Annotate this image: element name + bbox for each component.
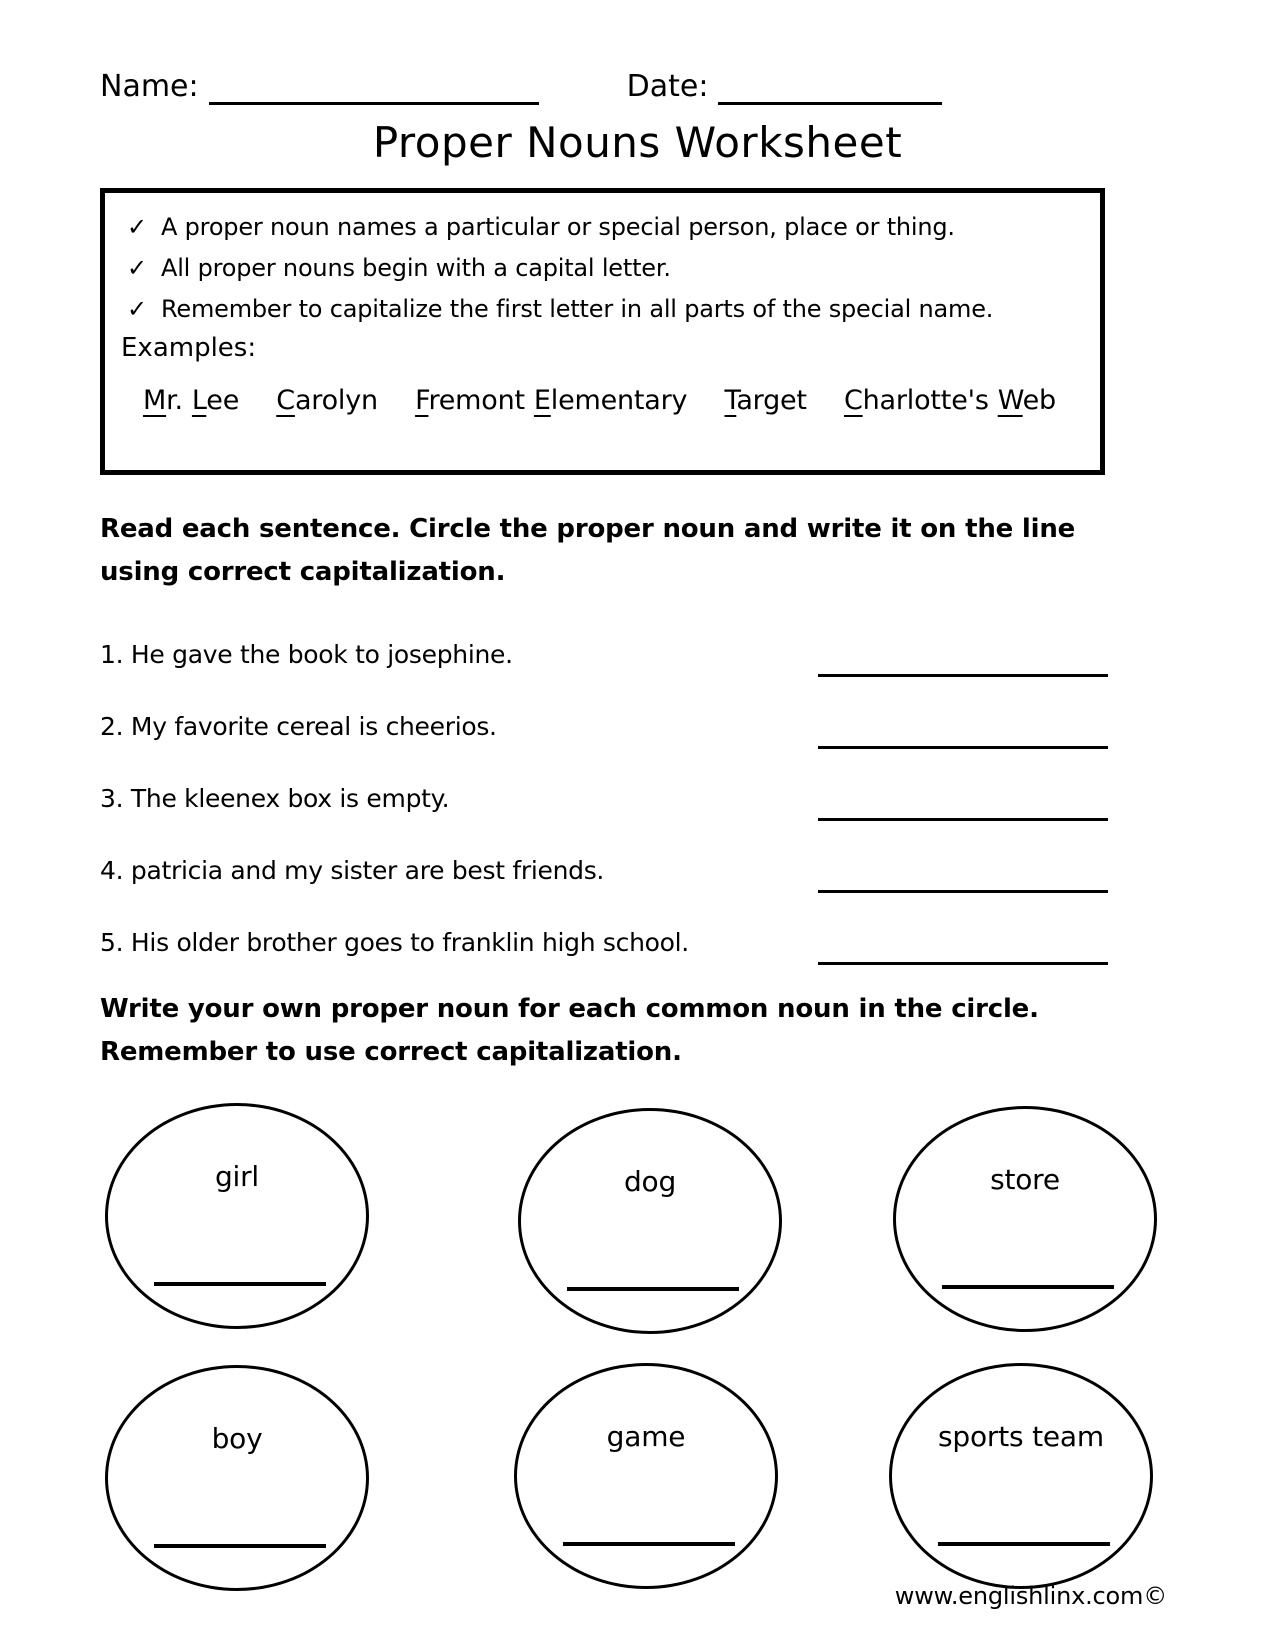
circle-write-line[interactable] [567,1287,739,1291]
rule-text: A proper noun names a particular or special person, place or thing. [161,213,955,241]
sentence-text: The kleenex box is empty. [130,784,450,813]
rule-item [119,289,1082,330]
name-date-row [100,66,1160,105]
circle-write-line[interactable] [942,1285,1114,1289]
sentence-list [100,640,1108,1000]
circle-word: boy [211,1422,263,1455]
example-word: Fremont [415,385,525,417]
sentence-row [100,640,1108,712]
rules-box [100,188,1105,475]
answer-line[interactable] [818,746,1108,749]
example-item [276,385,378,416]
sentence-row [100,784,1108,856]
sentence-number: 4. [100,856,124,885]
answer-line[interactable] [818,674,1108,677]
examples-label: Examples: [121,333,257,364]
rule-text: All proper nouns begin with a capital letter. [161,253,671,282]
circle-write-line[interactable] [938,1542,1110,1546]
sentence-row [100,856,1108,928]
example-word: Lee [191,385,240,417]
example-item [415,385,687,416]
example-word: Web [997,385,1056,417]
noun-circle [105,1103,369,1329]
circle-write-line[interactable] [154,1544,326,1548]
circle-word: game [606,1420,686,1453]
example-item [844,385,1056,416]
name-label: Name: [100,69,199,104]
section1-instructions: Read each sentence. Circle the proper noun and write it on the line using correct capitalization. [100,514,1076,587]
rule-item [119,207,1082,248]
sentence-row [100,712,1108,784]
answer-line[interactable] [818,962,1108,965]
sentence-number: 5. [100,928,124,957]
example-word: Target [724,385,807,417]
footer-website: www.englishlinx.com© [894,1582,1167,1610]
checkmark-icon: ✓ [127,294,147,323]
checkmark-icon: ✓ [127,253,147,282]
noun-circle [889,1363,1153,1589]
sentence-number: 2. [100,712,124,741]
checkmark-icon: ✓ [127,213,147,241]
example-word: Mr. [143,385,183,417]
name-input-line[interactable] [209,66,539,105]
circle-write-line[interactable] [154,1282,326,1286]
rule-item [119,248,1082,289]
sentence-text: My favorite cereal is cheerios. [130,712,497,741]
example-word: Charlotte's [843,385,989,417]
rule-text: Remember to capitalize the first letter in all parts of the special name. [161,294,994,323]
section2-instructions: Write your own proper noun for each common noun in the circle. Remember to use correct capitalization. [100,994,1039,1067]
circle-word: girl [214,1160,260,1193]
example-word: Carolyn [276,385,378,417]
example-word: Elementary [533,385,688,417]
sentence-text: patricia and my sister are best friends. [130,856,605,885]
sentence-text: His older brother goes to franklin high school. [130,928,689,957]
circle-word: dog [623,1165,677,1198]
sentence-number: 1. [100,640,124,669]
circle-write-line[interactable] [563,1542,735,1546]
examples-row [119,385,1082,416]
sentence-number: 3. [100,784,124,813]
noun-circle [514,1363,778,1589]
sentence-text: He gave the book to josephine. [130,640,513,669]
date-input-line[interactable] [718,66,942,105]
circle-word: store [990,1163,1060,1196]
example-item [724,385,806,416]
noun-circle [105,1365,369,1591]
rule-list [119,207,1082,329]
answer-line[interactable] [818,890,1108,893]
example-item [143,385,239,416]
circle-word: sports team [938,1420,1104,1453]
answer-line[interactable] [818,818,1108,821]
date-label: Date: [626,69,709,104]
page-title: Proper Nouns Worksheet [372,118,903,167]
noun-circle [893,1106,1157,1332]
noun-circle [518,1108,782,1334]
